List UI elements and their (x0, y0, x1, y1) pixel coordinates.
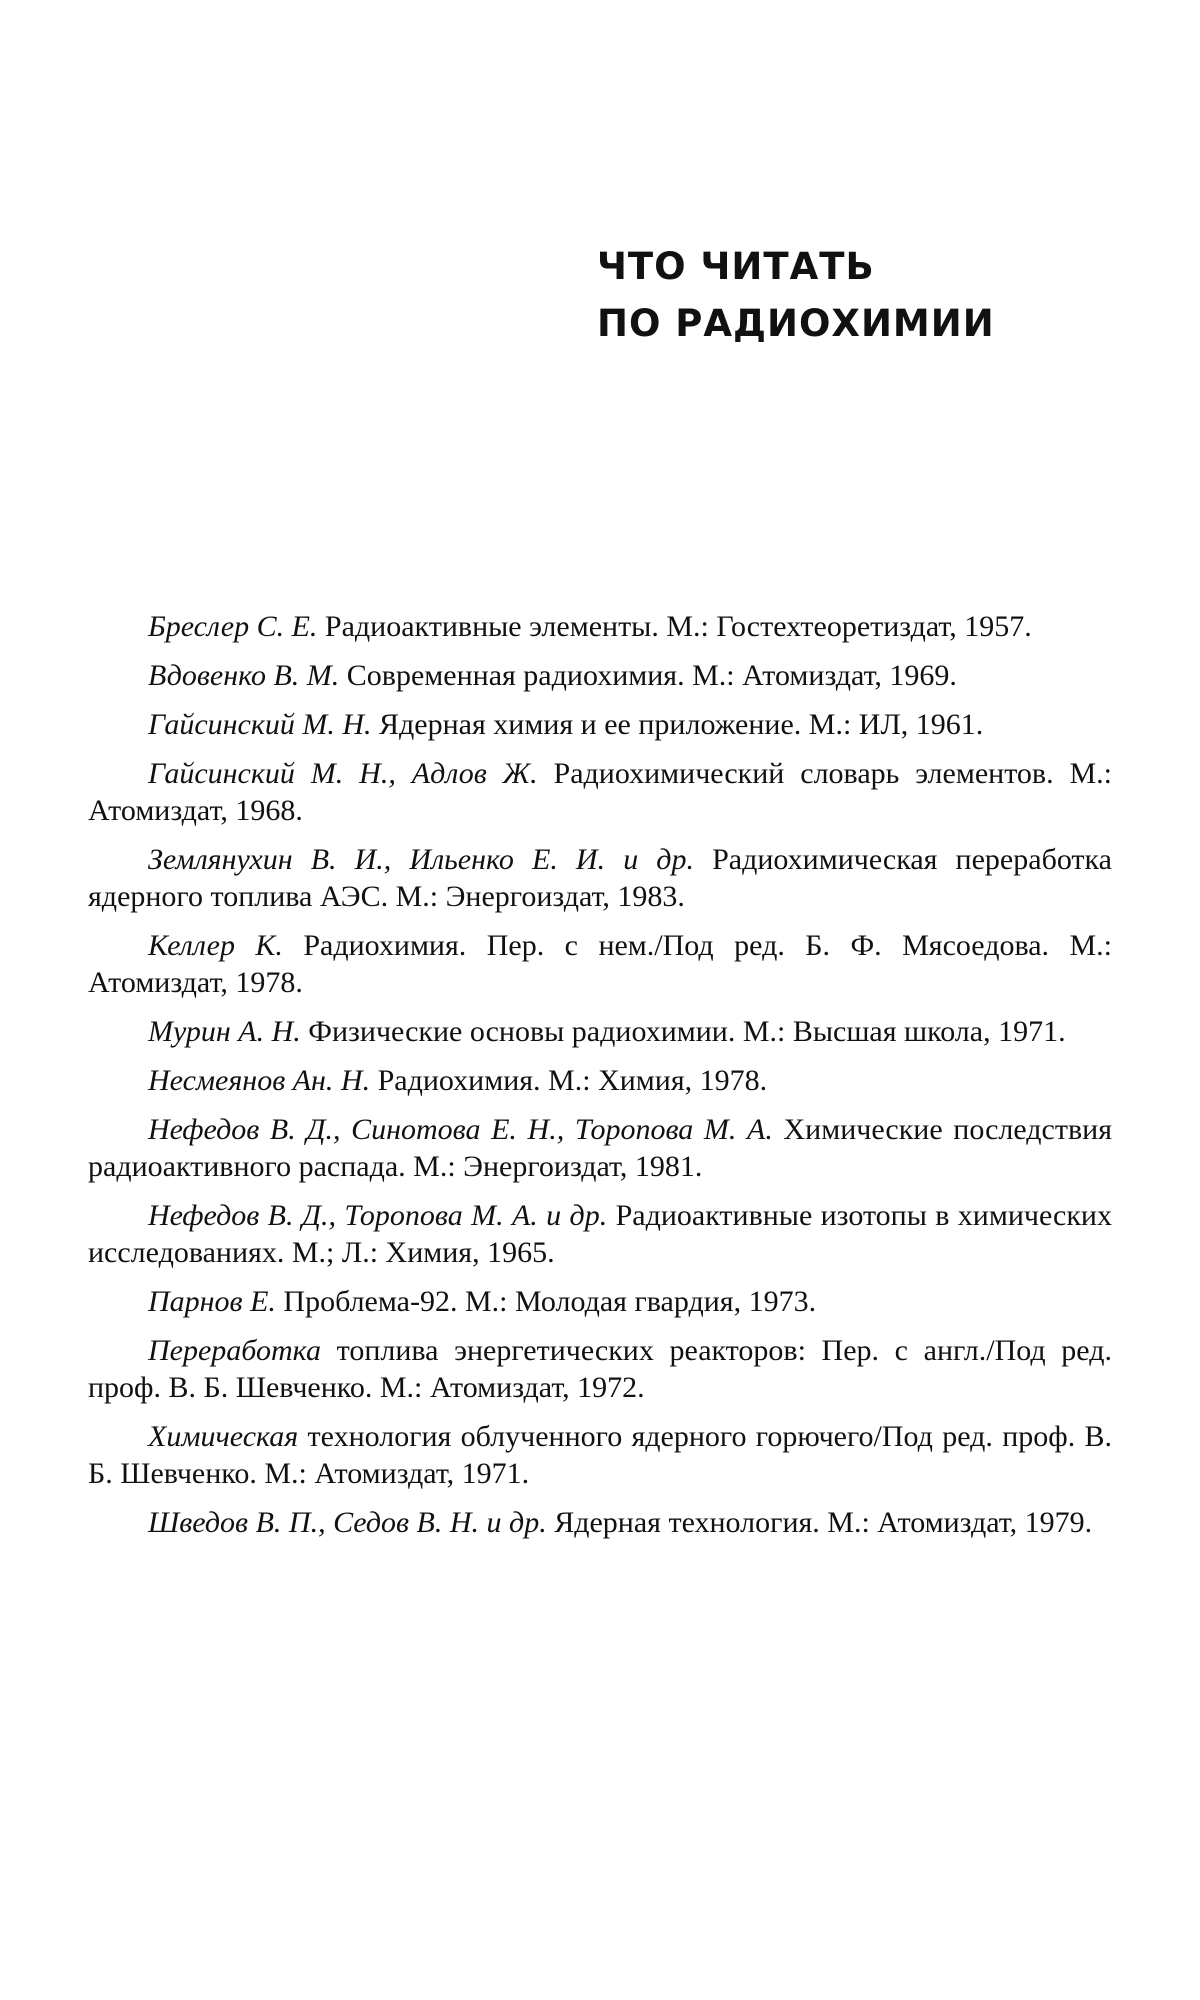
reference-item (88, 1332, 1112, 1406)
reference-author: Бреслер С. Е. (148, 610, 317, 643)
reference-author: Келлер К. (148, 929, 283, 962)
reference-author: Гайсинский М. Н., Адлов Ж. (148, 757, 538, 790)
page-title-line-1: ЧТО ЧИТАТЬ (597, 238, 995, 295)
reference-author: Нефедов В. Д., Синотова Е. Н., Торопова М. А. (148, 1113, 773, 1146)
reference-author: Гайсинский М. Н. (148, 708, 372, 741)
page-title-line-2: ПО РАДИОХИМИИ (597, 295, 995, 352)
reference-author: Мурин А. Н. (148, 1015, 301, 1048)
reference-item (88, 1418, 1112, 1492)
reference-list (88, 608, 1112, 1553)
reference-author: Несмеянов Ан. Н. (148, 1064, 370, 1097)
reference-text: Радиохимия. М.: Химия, 1978. (370, 1064, 767, 1097)
reference-item (88, 1013, 1112, 1050)
reference-text: Радиохимическая переработка ядерного топлива АЭС. М.: Энергоиздат, 1983. (88, 843, 1112, 913)
reference-item (88, 657, 1112, 694)
reference-text: Проблема-92. М.: Молодая гвардия, 1973. (276, 1285, 816, 1318)
reference-author: Химическая (148, 1420, 298, 1453)
reference-text: Радиохимия. Пер. с нем./Под ред. Б. Ф. Мясоедова. М.: Атомиздат, 1978. (88, 929, 1112, 999)
reference-item (88, 927, 1112, 1001)
reference-text: Радиоактивные изотопы в химических исследованиях. М.; Л.: Химия, 1965. (88, 1199, 1112, 1269)
reference-text: Современная радиохимия. М.: Атомиздат, 1969. (339, 659, 957, 692)
reference-item (88, 755, 1112, 829)
reference-text: Ядерная химия и ее приложение. М.: ИЛ, 1961. (372, 708, 984, 741)
reference-author: Нефедов В. Д., Торопова М. А. и др. (148, 1199, 607, 1232)
reference-item (88, 1197, 1112, 1271)
page-title (597, 238, 995, 352)
reference-item (88, 1283, 1112, 1320)
reference-author: Парнов Е. (148, 1285, 276, 1318)
reference-author: Землянухин В. И., Ильенко Е. И. и др. (148, 843, 694, 876)
reference-item (88, 1504, 1112, 1541)
reference-item (88, 706, 1112, 743)
reference-text: Радиоактивные элементы. М.: Гостехтеоретиздат, 1957. (317, 610, 1031, 643)
reference-text: Радиохимический словарь элементов. М.: Атомиздат, 1968. (88, 757, 1112, 827)
reference-author: Вдовенко В. М. (148, 659, 339, 692)
reference-text: Ядерная технология. М.: Атомиздат, 1979. (547, 1506, 1092, 1539)
reference-text: технология облученного ядерного горючего/Под ред. проф. В. Б. Шевченко. М.: Атомиздат, 1971. (88, 1420, 1112, 1490)
reference-text: Физические основы радиохимии. М.: Высшая школа, 1971. (301, 1015, 1066, 1048)
reference-text: топлива энергетических реакторов: Пер. с англ./Под ред. проф. В. Б. Шевченко. М.: Атомиздат, 1972. (88, 1334, 1112, 1404)
reference-item (88, 1062, 1112, 1099)
reference-item (88, 1111, 1112, 1185)
reference-text: Химические последствия радиоактивного распада. М.: Энергоиздат, 1981. (88, 1113, 1112, 1183)
reference-author: Переработка (148, 1334, 321, 1367)
reference-item (88, 841, 1112, 915)
reference-item (88, 608, 1112, 645)
reference-author: Шведов В. П., Седов В. Н. и др. (148, 1506, 547, 1539)
